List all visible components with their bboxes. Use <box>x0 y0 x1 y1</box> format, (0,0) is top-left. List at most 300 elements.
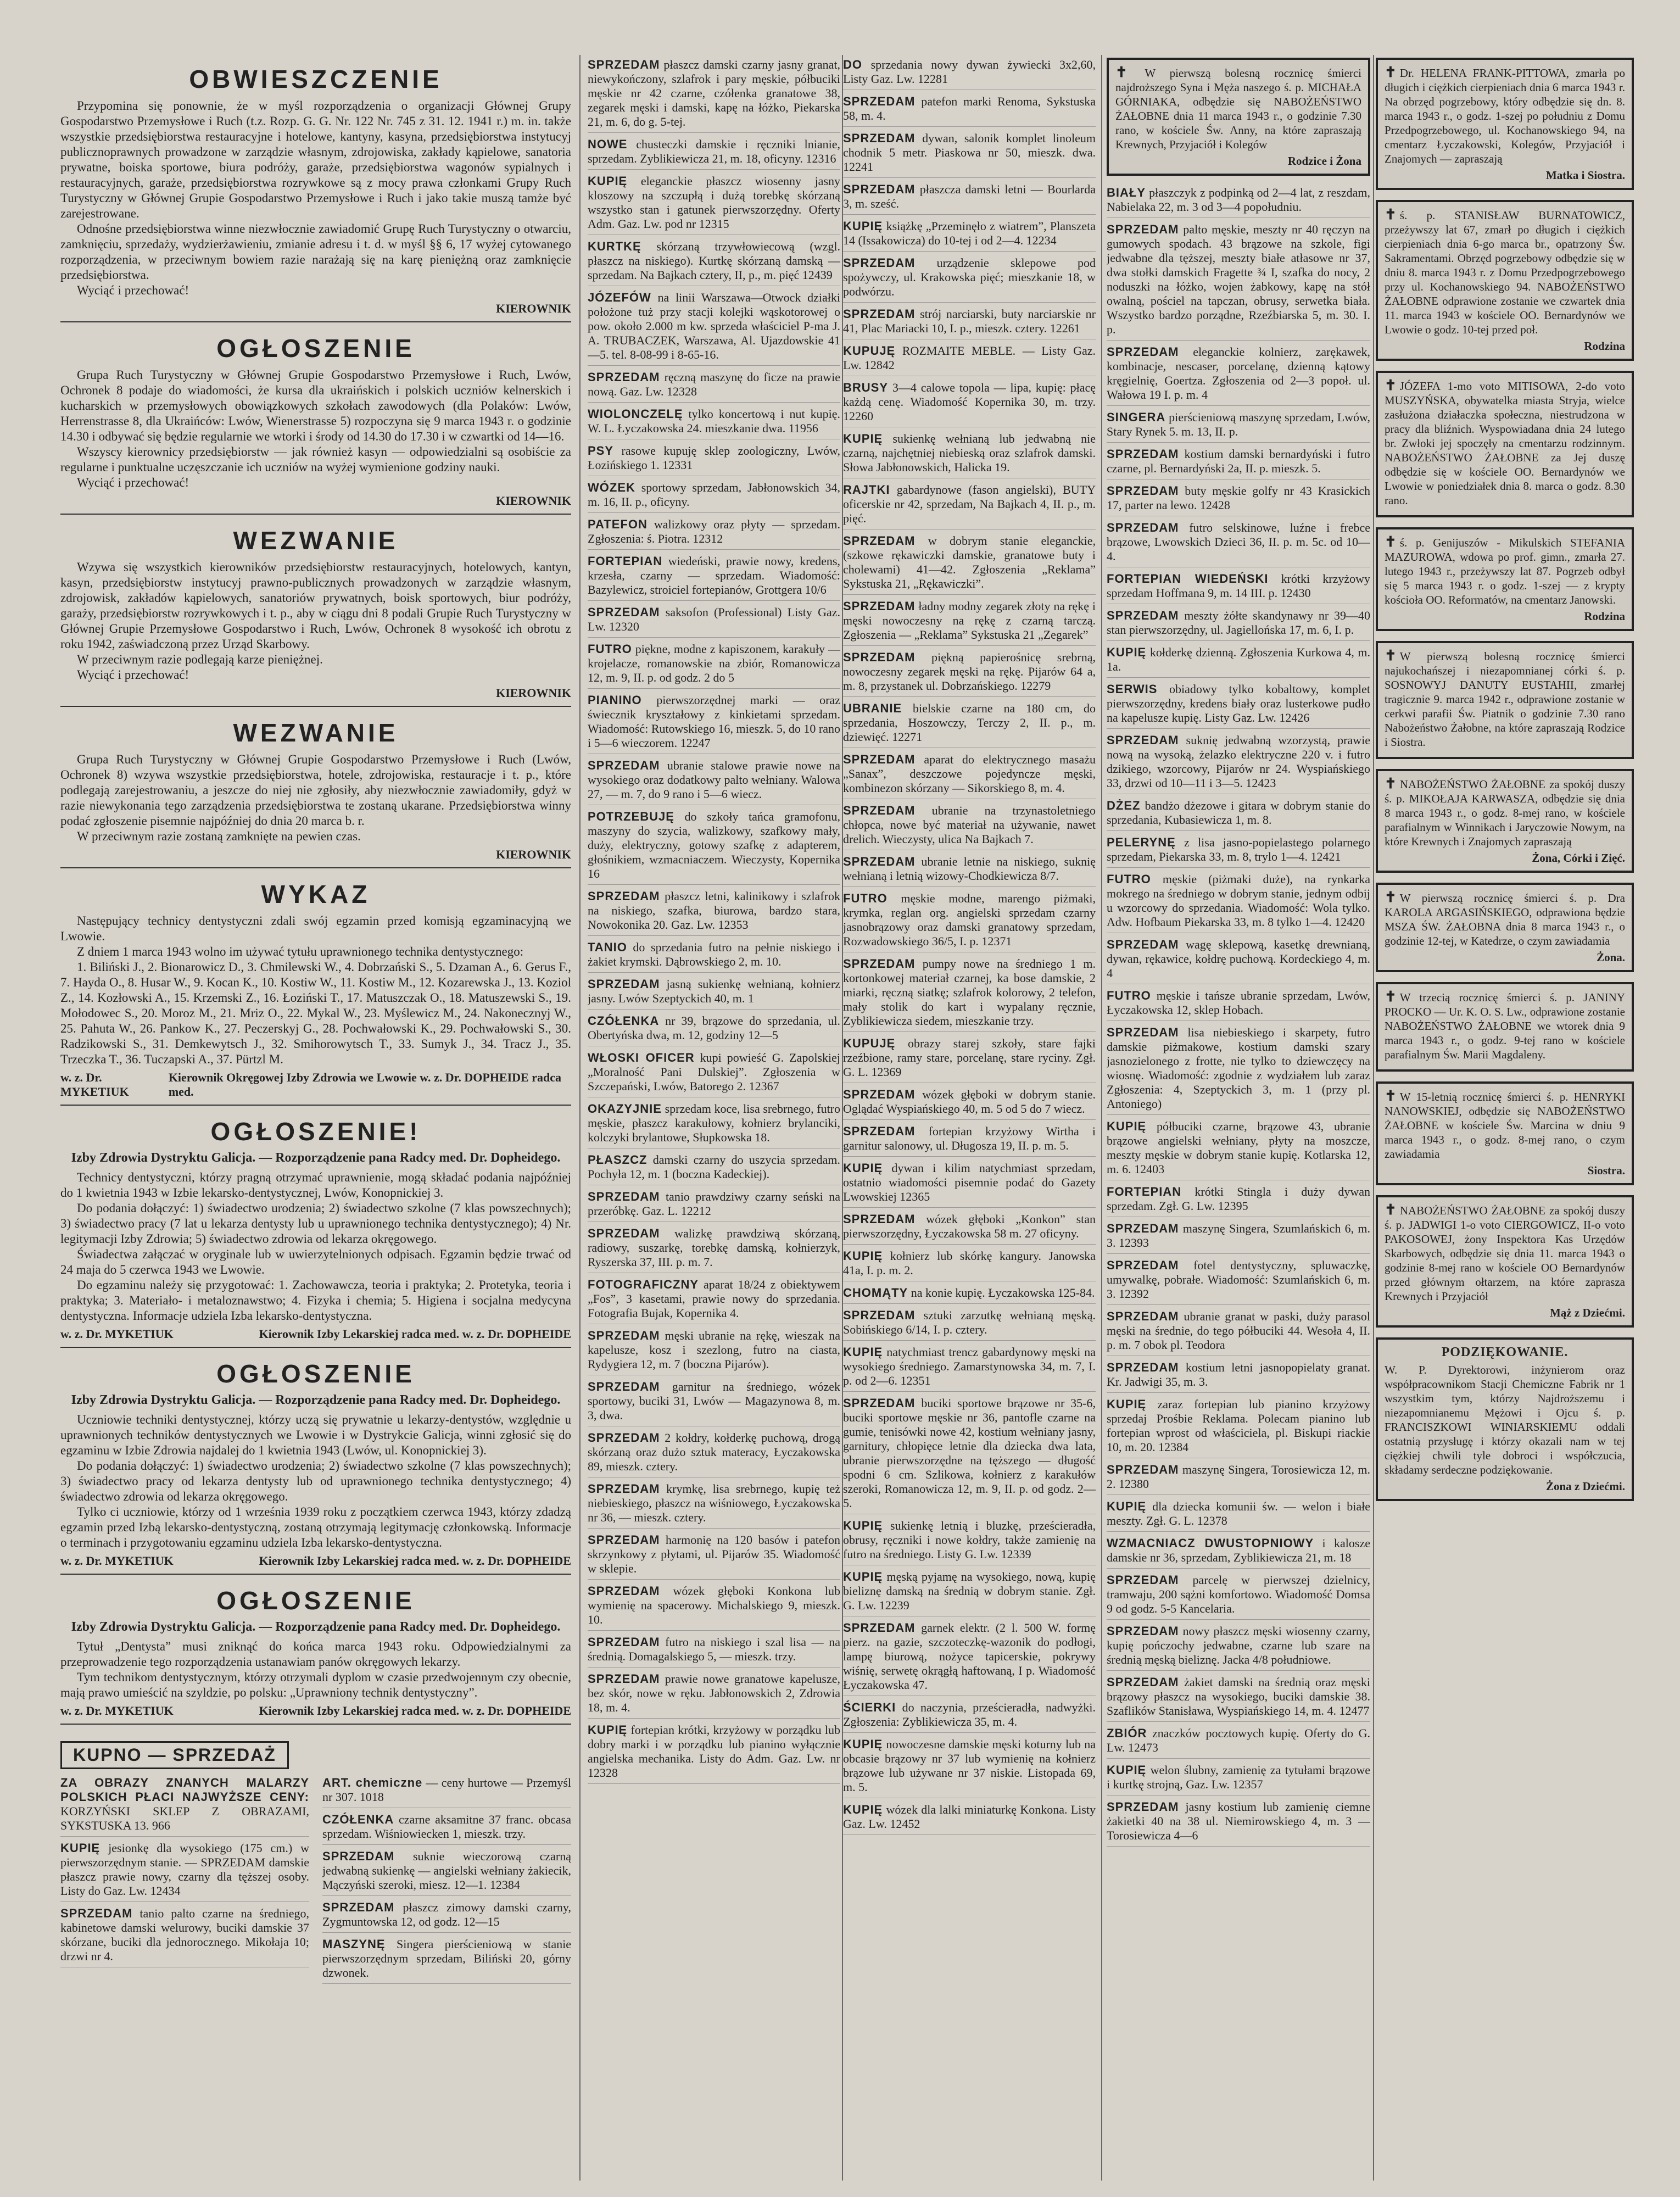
cross-icon: ✝ <box>1385 776 1397 791</box>
notice-title: OBWIESZCZENIE <box>189 65 443 93</box>
classifieds-left <box>60 1776 309 1988</box>
ad-lead: SPRZEDAM <box>843 804 916 817</box>
obituary-text: W trzecią rocznicę śmierci ś. p. JANINY PROCKO — Ur. K. O. S. Lw., odprawione zostanie NABOŻEŃSTWO ŻAŁOBNE we wtorek dnia 9 marca 1943 r., o godz. 9-tej rano w kościele parafialnym Św. Marii Magdaleny. <box>1385 991 1625 1061</box>
ad-text: futro na niskiego i szal lisa — na średnią. Domagalskiego 5, — mieszk. trzy. <box>588 1635 840 1663</box>
classified-ad <box>1107 609 1370 641</box>
classified-ad <box>1107 447 1370 479</box>
classified-ad <box>843 891 1096 952</box>
ad-lead: RAJTKI <box>843 483 890 497</box>
classified-ad <box>1107 1499 1370 1532</box>
ad-text: buciki sportowe brązowe nr 35-6, buciki sportowe męskie nr 36, pantofle czarne na gumie, tenisówki nowe 42, kostium wełniany jasny, garnitury, chłopięce letnie dla dziecka dwa lata, ubranie pierwszorzędne na tęższego — długość spodni 6 cm. Szlikowa, kołnierz z karakułów szeroki, Romanowicza 12, m. 9, II. p. od godz. 2—5. <box>843 1396 1096 1510</box>
classified-ad <box>588 370 840 403</box>
ad-text: sukienkę wełnianą lub jedwabną nie czarną, najchętniej niebieską oraz szlafrok damski. Słowa Jabłonowskich, Halicka 19. <box>843 432 1096 474</box>
ad-lead: ŚCIERKI <box>843 1700 896 1714</box>
classified-ad <box>843 1212 1096 1245</box>
ad-text: płaszcz damski czarny jasny granat, niewykończony, szlafrok i pary męskie, półbuciki męskie nr 42 czarne, czółenka granatowe 38, zegarek męski i damski, kapę na łóżko, Piekarska 21, m. 6, do g. 5-tej. <box>588 58 840 129</box>
cross-icon: ✝ <box>1385 64 1397 80</box>
classified-ad <box>588 1482 840 1529</box>
classified-ad <box>843 1088 1096 1120</box>
ad-lead: SPRZEDAM <box>843 1308 916 1322</box>
classified-ad <box>322 1937 571 1984</box>
ad-text: walizkę prawdziwą skórzaną, radiowy, suszarkę, torebkę damską, kołnierzyk, Ryszerska 37, III. p. m. 7. <box>588 1226 840 1269</box>
ad-text: kołnierz lub skórkę kangury. Janowska 41a, I. p. m. 2. <box>843 1249 1096 1277</box>
classified-ad <box>1107 572 1370 604</box>
ad-text: ubranie granat w paski, duży parasol męski na średnie, do tego półbuciki 44. Wesoła 4, II. p. m. 7 obok pl. Teodora <box>1107 1309 1370 1352</box>
ad-lead: SPRZEDAM <box>322 1849 395 1863</box>
ad-lead: SPRZEDAM <box>588 1635 660 1649</box>
ad-lead: SPRZEDAM <box>588 759 660 772</box>
obituary-box <box>1107 58 1370 176</box>
classified-ad <box>1107 1119 1370 1180</box>
ad-lead: SPRZEDAM <box>588 1431 660 1445</box>
ad-lead: KUPIĘ <box>1107 1763 1147 1777</box>
ad-text: do szkoły tańca gramofonu, maszyny do szycia, walizkowy, szafkowy mały, duży, elektryczny, gotowy szafkę z adapterem, głośnikiem, wzmacniaczem. Wieczysty, Kopernika 16 <box>588 810 840 880</box>
classified-ad <box>322 1900 571 1933</box>
ad-lead: SPRZEDAM <box>588 1226 660 1240</box>
ad-text: sprzedam koce, lisa srebrnego, futro męskie, płaszcz karakułowy, kołnierz brylanciki, kolczyki brylantowe, Słupkowska 18. <box>588 1102 840 1144</box>
ad-text: fotel dentystyczny, spluwaczkę, umywalkę, pobrałe. Wiadomość: Szumlańskich 6, m. 3. 12392 <box>1107 1258 1370 1301</box>
ad-text: tylko koncertową i nut kupię. W. L. Łyczakowska 24. mieszkanie dwa. 11956 <box>588 407 840 435</box>
thanks-text: W. P. Dyrektorowi, inżynierom oraz współpracownikom Stacji Chemiczne Fabrik nr 1 wszystkim tym, którzy Najdroższemu i niezapomnianemu Mężowi i Ojcu ś. p. FRANCISZKOWI WINIARSKIEMU oddali ostatnią przysługę i którzy okazali nam w tej ciężkiej chwili tyle dobroci i współczucia, składamy serdeczne podziękowanie. <box>1385 1363 1625 1476</box>
ad-text: suknie wieczorową czarną jedwabną sukienkę — angielski wełniany żakiecik, Mączyński szeroki, miesz. 12—1. 12384 <box>322 1849 571 1892</box>
classified-ad <box>1107 1675 1370 1722</box>
column-rule <box>1373 55 1374 2181</box>
ad-lead: SPRZEDAM <box>1107 938 1179 951</box>
classified-ad <box>843 58 1096 90</box>
notice-paragraph: Grupa Ruch Turystyczny w Głównej Grupie Gospodarstwo Przemysłowe i Ruch (Lwów, Ochronek 8) wzywa wszystkie przedsiębiorstwa, hotele, zdrojowiska, restauracje i t. p., które podlegają zarejestrowaniu, a jeszcze do niej nie zgłosiły, aby niezwłocznie zawiadomiły, gdyż w razie niewykonania tego zarządzenia przedsiębiorstwa te zostaną ukarane. Przedsiębiorstwa winny podać zgłoszenie pisemnie najpóźniej do dnia 20 marca b. r. <box>60 752 571 828</box>
ad-text: na konie kupię. Łyczakowska 125-84. <box>911 1286 1095 1300</box>
notice-sign-right: KIEROWNIK <box>496 847 571 861</box>
ad-lead: SPRZEDAM <box>843 1621 916 1635</box>
ad-text: kupi powieść G. Zapolskiej „Moralność Pani Dulskiej”. Zgłoszenia w Szczepański, Lwów, Batorego 2. 12367 <box>588 1051 840 1093</box>
classified-ad <box>1107 1800 1370 1847</box>
ad-text: do naczynia, prześcieradła, nadwyżki. Zgłoszenia: Zyblikiewicza 35, m. 4. <box>843 1700 1096 1728</box>
ad-lead: KUPIĘ <box>60 1841 101 1855</box>
ad-text: męskie modne, marengo piżmaki, krymka, reglan org. angielski sprzedam czarny jasnobrązowy oraz damski granatowy sprzedam, Rozwadowskiego 36/5, I. p. 12371 <box>843 891 1096 948</box>
classified-ad <box>843 307 1096 339</box>
classified-ad <box>843 804 1096 850</box>
obituary-text: W 15-letnią rocznicę śmierci ś. p. HENRYKI NANOWSKIEJ, odbędzie się NABOŻEŃSTWO ŻAŁOBNE w kościele Św. Marcina w dniu 9 marca 1943 r., o godz. 8-mej rano, o czym zawiadamia <box>1385 1090 1625 1161</box>
notice-sign-left: w. z. Dr. MYKETIUK <box>60 1704 174 1718</box>
cross-icon: ✝ <box>1385 889 1397 905</box>
ad-lead: NOWE <box>588 137 628 151</box>
ad-text: książkę „Przeminęło z wiatrem”, Planszeta 14 (Issakowicza) do 10-tej i od 2—4. 12234 <box>843 219 1096 247</box>
notice-paragraph: Następujący technicy dentystyczni zdali swój egzamin przed komisją egzaminacyjną we Lwowie. <box>60 914 571 943</box>
ad-lead: SPRZEDAM <box>1107 484 1179 498</box>
classified-ad <box>588 1190 840 1222</box>
ad-lead: WZMACNIACZ DWUSTOPNIOWY <box>1107 1536 1314 1550</box>
ad-text: saksofon (Professional) Listy Gaz. Lw. 12320 <box>588 605 840 633</box>
ad-lead: KUPIĘ <box>843 1161 883 1175</box>
ad-text: dywan i kilim natychmiast sprzedam, ostatnio wiadomości pisemnie podać do Gazety Lwowskiej 12365 <box>843 1161 1096 1203</box>
ad-text: ubranie na trzynastoletniego chłopca, nowe być materiał na używanie, nawet drelich. Wieczysty, ulica Na Bajkach 7. <box>843 804 1096 846</box>
ad-lead: ART. chemiczne <box>322 1776 423 1789</box>
notice-title: WEZWANIE <box>233 526 399 555</box>
ad-text: ubranie letnie na niskiego, suknię wełnianą i letnią wizowy-Chodkiewicza 8/7. <box>843 855 1096 883</box>
classified-ad <box>588 940 840 973</box>
ad-text: męską pyjamę na wysokiego, nową, kupię bieliznę damską na średnią w dobrym stanie. Zgł. G. Lw. 12239 <box>843 1570 1096 1612</box>
ad-text: krymkę, lisa srebrnego, kupię też niebieskiego, płaszcz na wiśniowego, Łyczakowska nr 36, — mieszk. cztery. <box>588 1482 840 1524</box>
ad-lead: PŁASZCZ <box>588 1153 648 1167</box>
ad-lead: SPRZEDAM <box>1107 1222 1179 1235</box>
ad-lead: KUPUJĘ <box>843 344 896 358</box>
ad-lead: SPRZEDAM <box>322 1900 395 1914</box>
classified-ad <box>1107 1309 1370 1356</box>
ad-text: harmonię na 120 basów i patefon skrzynkowy z płytami, ul. Pijarów 35. Wiadomość w sklepie. <box>588 1533 840 1575</box>
ad-lead: KUPIĘ <box>843 1249 883 1263</box>
ad-text: sztuki zarzutkę wełnianą męską. Sobińskiego 6/14, I. p. cztery. <box>843 1308 1096 1336</box>
classified-ad <box>588 1051 840 1097</box>
notice-paragraph: Do egzaminu należy się przygotować: 1. Zachowawcza, teoria i praktyka; 2. Protetyka, teoria i praktyka; 3. Materiało- i metaloznawstwo; 4. Fizyka i chemia; 5. Higiena i socjalna medycyna dentystyczna. Informacje udziela Izba lekarsko-dentystyczna. <box>60 1278 571 1323</box>
obituary-text: NABOŻEŃSTWO ŻAŁOBNE za spokój duszy ś. p. MIKOŁAJA KARWASZA, odbędzie się dnia 8 marca 1943 r., o godz. 8-mej rano, w kościele parafialnym w Winnikach i Jaryczowie Nowym, na które Krewnych i Znajomych zapraszają <box>1385 778 1625 848</box>
obituary-box <box>1376 982 1634 1072</box>
classified-ad <box>588 444 840 476</box>
classified-ad <box>1107 1763 1370 1795</box>
ad-text: czarne aksamitne 37 franc. obcasa sprzedam. Wiśniowiecken 1, mieszk. trzy. <box>322 1813 571 1841</box>
classified-ad <box>1107 645 1370 678</box>
ad-text: bielskie czarne na 180 cm, do sprzedania, Hoszowczy, Terczy 2, II. p., m. dziewięć. 12271 <box>843 701 1096 744</box>
ad-lead: DŻEZ <box>1107 799 1141 812</box>
classified-ad <box>1107 799 1370 831</box>
obituary-box <box>1376 1081 1634 1185</box>
column-rule <box>579 55 581 2181</box>
ad-lead: ZA OBRAZY ZNANYCH MALARZY POLSKICH PŁACI NAJWYŻSZE CENY: <box>60 1776 309 1804</box>
ad-lead: PELERYNĘ <box>1107 835 1176 849</box>
ad-text: jasny kostium lub zamienię ciemne żakietki 40 na 38 ul. Niemirowskiego 4, m. 3 — Torosiewicza 4—6 <box>1107 1800 1370 1842</box>
ad-text: męskie i tańsze ubranie sprzedam, Lwów, Łyczakowska 12, sklep Hobach. <box>1107 989 1370 1017</box>
ad-text: welon ślubny, zamienię za tytułami brązowe i kurtkę strojną, Gaz. Lw. 12357 <box>1107 1763 1370 1791</box>
cross-icon: ✝ <box>1385 377 1397 393</box>
ad-text: krótki Stingla i duży dywan sprzedam. Zgł. G. Lw. 12395 <box>1107 1185 1370 1213</box>
ad-text: wagę sklepową, kasetkę drewnianą, dywan, rękawice, kołdrę puchową. Kordeckiego 4, m. 4 <box>1107 938 1370 980</box>
notice-divider <box>60 321 571 322</box>
notice-title: OGŁOSZENIE <box>216 1359 415 1388</box>
notice-divider <box>60 867 571 868</box>
classified-ad <box>588 1431 840 1477</box>
thanks-box <box>1376 1337 1634 1501</box>
classified-ad <box>588 481 840 513</box>
classified-ad <box>1107 989 1370 1021</box>
ad-lead: FORTEPIAN <box>588 554 663 568</box>
ad-lead: SPRZEDAM <box>1107 1675 1179 1689</box>
ad-text: w dobrym stanie eleganckie, (szkowe rękawiczki damskie, granatowe buty i cholewami) 41—42. Zgłoszenia „Reklama” Sykstuska 21, „Rękawiczki”. <box>843 534 1096 590</box>
classified-ad <box>1107 521 1370 567</box>
notice-paragraph: Technicy dentystyczni, którzy pragną otrzymać uprawnienie, mogą składać podania najpóźniej do 1 kwietnia 1943 w Izbie lekarsko-dentystycznej, Lwów, Konopnickiej 3. <box>60 1170 571 1200</box>
ad-text: płaszcza damski letni — Bourlarda 3, m. sześć. <box>843 182 1096 210</box>
ad-text: zaraz fortepian lub pianino krzyżowy sprzedaj Prośbie Reklama. Polecam pianino lub fortepian wprost od właściciela, pl. Biskupi riackie 10, m. 20. 12384 <box>1107 1397 1370 1454</box>
ad-lead: SPRZEDAM <box>1107 1309 1179 1323</box>
ad-lead: FOTOGRAFICZNY <box>588 1278 699 1291</box>
classified-ad <box>1107 1536 1370 1569</box>
ad-lead: SPRZEDAM <box>843 957 916 971</box>
ad-text: kostium letni jasnopopielaty granat. Kr. Jadwigi 35, m. 3. <box>1107 1360 1370 1389</box>
ad-text: jesionkę dla wysokiego (175 cm.) w pierwszorzędnym stanie. — SPRZEDAM damskie płaszcz prawie nowy, czarny dla tęższej osoby. Listy do Gaz. Lw. 12434 <box>60 1841 310 1898</box>
ad-text: krótki krzyżowy sprzedam Hoffmana 9, m. 14 III. p. 12430 <box>1107 572 1370 600</box>
obituary-signature: Matka i Siostra. <box>1545 169 1625 182</box>
thanks-signature: Żona z Dziećmi. <box>1545 1480 1625 1493</box>
classified-ad <box>588 291 840 366</box>
notice-paragraph: Uczniowie techniki dentystycznej, którzy uczą się prywatnie u lekarzy-dentystów, względnie u uprawnionych techników dentystycznych we Lwowie i w Dystrykcie Galicja, winni zgłosić się do egzaminu w Izbie Zdrowia najdalej do 1 kwietnia 1943 (Lwów, ul. Konopnickiej 3). <box>60 1413 571 1457</box>
ad-lead: SPRZEDAM <box>588 1380 660 1393</box>
ad-text: nowoczesne damskie męski koturny lub na obcasie brązowy nr 37 lub wymienię na kołnierz brązowe lub używane nr 37 niskie. Listopada 69, m. 5. <box>843 1737 1096 1794</box>
ad-lead: WIOLONCZELĘ <box>588 407 683 421</box>
ad-lead: SPRZEDAM <box>843 182 916 196</box>
ad-lead: FUTRO <box>588 642 632 656</box>
ad-text: garnek elektr. (2 l. 500 W. formę pierz. na gazie, szczoteczkę-wazonik do podłogi, lampę biurową, nożyce tapicerskie, pokrywy wiśnię, serwetę okrągłą haftowaną, I p. Wiadomość Łyczakowska 47. <box>843 1621 1096 1692</box>
ad-lead: SPRZEDAM <box>1107 1025 1179 1039</box>
classified-ad <box>588 407 840 439</box>
ad-lead: FUTRO <box>1107 989 1151 1002</box>
ad-lead: WÓZEK <box>588 481 635 494</box>
classified-ad <box>588 977 840 1010</box>
ad-lead: KUPIĘ <box>588 174 628 188</box>
notice-sign-left: w. z. Dr. MYKETIUK <box>60 1070 129 1098</box>
ad-lead: ZBIÓR <box>1107 1726 1147 1740</box>
classified-ad <box>1107 484 1370 516</box>
ad-lead: KUPIĘ <box>843 1803 883 1816</box>
obituaries-column <box>1376 58 1634 2175</box>
ad-text: wózek dla lalki miniaturkę Konkona. Listy Gaz. Lw. 12452 <box>843 1803 1096 1831</box>
notice-paragraph: Do podania dołączyć: 1) świadectwo urodzenia; 2) świadectwo szkolne (7 klas powszechnych); 3) świadectwo pracy od lekarza dentysty lub od uprawnionego technika dentystycznego; 4) świadectwo zdrowia od lekarza okręgowego. <box>60 1459 571 1503</box>
ad-text: dywan, salonik komplet linoleum chodnik 5 metr. Piaskowa nr 50, mieszk. dwa. 12241 <box>843 131 1096 174</box>
classified-ad <box>1107 186 1370 218</box>
classified-ad <box>1107 1185 1370 1217</box>
notice-paragraph: Wszyscy kierownicy przedsiębiorstw — jak również kasyn — odpowiedzialni są osobiście za regularne i punktualne uczęszczanie ich uczniów na wyżej wymienione godziny nauki. <box>60 445 571 474</box>
ad-lead: SPRZEDAM <box>588 605 660 619</box>
ad-lead: SPRZEDAM <box>588 58 660 71</box>
notice-paragraph: Do podania dołączyć: 1) świadectwo urodzenia; 2) świadectwo szkolne (7 klas powszechnych); 3) świadectwo pracy (7 lat u lekarza dentysty lub u uprawnionego technika dentystycznego); 4) Nr. legitymacji Izby Zdrowia; 5) świadectwo zdrowia od lekarza okręgowego. <box>60 1201 571 1246</box>
notice-paragraph: Grupa Ruch Turystyczny w Głównej Grupie Gospodarstwo Przemysłowe i Ruch, Lwów, Ochronek 8 podaje do wiadomości, że kursa dla ukraińskich i polskich uczniów kelnerskich i kucharskich w przemysłowych obowiązkowych szkołach zawodowych (dla Polaków: Lwów, Herrenstrasse 8, dla Ukraińców: Lwów, Wienerstrasse 5) rozpoczyna się 9 marca 1943 r. o godzinie 14.30 i odbywać się będzie regularnie we wtorki i środy od 14.30 do 17.30 i w czwartki od 14—16. <box>60 368 571 443</box>
ad-text: ROZMAITE MEBLE. — Listy Gaz. Lw. 12842 <box>843 344 1096 372</box>
ad-lead: FORTEPIAN <box>1107 1185 1182 1198</box>
notice-sign-right: Kierownik Izby Lekarskiej radca med. w. z. Dr. DOPHEIDE <box>259 1327 571 1341</box>
classified-ad <box>322 1776 571 1808</box>
ad-lead: PIANINO <box>588 693 642 707</box>
notice-block <box>60 879 571 1106</box>
classified-ad <box>843 534 1096 595</box>
notice-signature-row <box>60 1704 571 1718</box>
classified-ad <box>843 344 1096 376</box>
column-rule <box>1101 55 1102 2181</box>
classified-ad <box>588 1723 840 1784</box>
ad-lead: SPRZEDAM <box>843 94 916 108</box>
obituary-text: JÓZEFA 1-mo voto MITISOWA, 2-do voto MUSZYŃSKA, obywatelka miasta Stryja, wielce zasłużona działaczka społeczna, niestrudzona w pracy dla bliźnich. Wyspowiadana dnia 24 lutego br. Zwłoki jej spoczęły na cmentarzu rodzinnym. NABOŻEŃSTWO ŻAŁOBNE za Jej duszę odbędzie się w kościele OO. Bernardynów we Lwowie w poniedziałek dnia 8. marca o godz. 8.30 rano. <box>1385 380 1625 507</box>
ad-text: płaszcz zimowy damski czarny, Zygmuntowska 12, od godz. 12—15 <box>322 1900 571 1928</box>
ad-lead: PATEFON <box>588 517 648 531</box>
ad-lead: TANIO <box>588 940 627 954</box>
ad-text: obiadowy tylko kobaltowy, komplet pierwszorzędny, kredens biały oraz lusterkowe pudło na kapelusze kupię. Listy Gaz. Lw. 12426 <box>1107 682 1370 724</box>
obituary-text: ś. p. Genijuszów - Mikulskich STEFANIA MAZUROWA, wdowa po prof. gimn., zmarła 27. lutego 1943 r., przeżywszy lat 87. Pogrzeb odbył się 5 marca 1943 r. o godz. 1-szej — z krypty kościoła OO. Reformatów, na cmentarz Janowski. <box>1385 536 1625 606</box>
classified-ad <box>843 94 1096 127</box>
ad-lead: SPRZEDAM <box>1107 345 1179 359</box>
ad-lead: SPRZEDAM <box>843 599 916 613</box>
ad-text: fortepian krzyżowy Wirtha i garnitur salonowy, ul. Długosza 19, II. p. m. 5. <box>843 1124 1096 1152</box>
notice-paragraph: Wyciąć i przechować! <box>77 283 189 297</box>
classified-ad <box>843 855 1096 887</box>
ad-text: na linii Warszawa—Otwock działki położone tuż przy stacji kolejki wąskotorowej o pow. około 2.000 m kw. sprzeda właściciel P-ma J. A. TRUBACZEK, Warszawa, Al. Ujazdowskie 41—5. tel. 8-08-99 i 8-65-16. <box>588 291 840 361</box>
classified-ad <box>843 1621 1096 1696</box>
obituary-box <box>1376 769 1634 873</box>
ad-lead: FORTEPIAN WIEDEŃSKI <box>1107 572 1269 586</box>
ad-lead: SPRZEDAM <box>843 307 916 321</box>
classified-ad <box>843 483 1096 529</box>
ad-text: KORZYŃSKI SKLEP Z OBRAZAMI, SYKSTUSKA 13. 966 <box>60 1804 309 1832</box>
classified-ad <box>843 957 1096 1032</box>
classified-ad <box>843 1308 1096 1341</box>
ad-lead: KUPIĘ <box>1107 1397 1147 1411</box>
obituary-text: Dr. HELENA FRANK-PITTOWA, zmarła po długich i ciężkich cierpieniach dnia 6 marca 1943 r. Na obrzęd pogrzebowy, który odbędzie się dn. 8. marca 1943 r., o godz. 1-szej po południu z Domu Przedpogrzebowego, ul. Kochanowskiego 94, na cmentarz Łyczakowski, Kolegów, Przyjaciół i Znajomych — zapraszają <box>1385 66 1625 165</box>
classified-ad <box>843 219 1096 252</box>
ad-text: żakiet damski na średnią oraz męski brązowy płaszcz na wysokiego, buciki damskie 38. Szaflików Stanisława, Wyspiańskiego 14, m. 4. 12477 <box>1107 1675 1370 1718</box>
ad-text: suknię jedwabną wzorzystą, prawie nową na wysoką, żelazko elektryczne 220 v. i futro dzikiego, wzorcowy, Pijarów nr 24. Wyspiańskiego 33, drzwi od 10—11 i 3—5. 12423 <box>1107 733 1370 790</box>
ad-text: — ceny hurtowe — Przemyśl nr 307. 1018 <box>322 1776 571 1804</box>
ad-lead: KUPIĘ <box>1107 645 1147 659</box>
notice-paragraph: Tytuł „Dentysta” musi zniknąć do końca marca 1943 roku. Odpowiedzialnymi za przeprowadzenie tego rozporządzenia ustanawiam panów okręgowych lekarzy. <box>60 1640 571 1669</box>
ad-text: lisa niebieskiego i skarpety, futro damskie piżmakowe, kostium damski szary jasnozielonego z frotte, nie tylko to dziewczęcy na wiosnę. Wiadomość: zgodnie z wydziałem lub zaraz Zgłoszenia: 4, Szeptyckich 3, m. 1 (przy pl. Antoniego) <box>1107 1025 1370 1111</box>
notice-signature-row <box>60 847 571 862</box>
ad-lead: KUPIĘ <box>843 219 883 233</box>
ad-lead: SPRZEDAM <box>843 131 916 145</box>
classified-ad <box>588 1102 840 1148</box>
classified-ad <box>843 650 1096 697</box>
ad-text: eleganckie płaszcz wiosenny jasny kloszowy na szczupłą i dużą torebkę skórzaną wszystko stan i gatunek pierwszorzędny. Oferty Adm. Gaz. Lw. pod nr 12315 <box>588 174 840 231</box>
classified-ad <box>1107 872 1370 933</box>
ad-text: maszynę Singera, Torosiewicza 12, m. 2. 12380 <box>1107 1463 1370 1491</box>
classified-ad <box>843 131 1096 178</box>
ad-text: sprzedania nowy dywan żywiecki 3x2,60, Listy Gaz. Lw. 12281 <box>843 58 1096 86</box>
ad-text: półbuciki czarne, brązowe 43, ubranie brązowe angielski wełniany, płyty na moszcze, meszty męskie w dobrym stanie kupię. Kotlarska 12, m. 6. 12403 <box>1107 1119 1370 1176</box>
classified-ad <box>843 1161 1096 1208</box>
ad-text: prawie nowe granatowe kapelusze, bez skór, nowe w ręku. Jabłonowskich 2, Zdrowia 18, m. 4. <box>588 1672 840 1714</box>
obituary-signature: Rodzice i Żona <box>1287 154 1361 168</box>
ad-text: pumpy nowe na średniego 1 m. kortonkowej materiał czarnej, ka bose damskie, 2 miarki, ręczną siatkę; szlafrok kolorowy, 2 telefon, mały stolik do kart i wypalany ręcznie, Zyblikiewicza siedem, mieszkanie trzy. <box>843 957 1096 1028</box>
notice-sign-left: w. z. Dr. MYKETIUK <box>60 1327 174 1341</box>
ad-text: kołderkę dzienną. Zgłoszenia Kurkowa 4, m. 1a. <box>1107 645 1370 673</box>
notice-paragraph: Wyciąć i przechować! <box>77 476 189 489</box>
ad-text: chusteczki damskie i ręczniki lnianie, sprzedam. Zyblikiewicza 21, m. 18, oficyny. 12316 <box>588 137 840 165</box>
notice-paragraph: Przypomina się ponownie, że w myśl rozporządzenia o organizacji Głównej Grupy Gospodarstwo Przemysłowe i Ruch (t.z. Rozp. G. G. Nr. 122 Nr. 745 z 31. 12. 1941 r.) m. in. także wszystkie przedsiębiorstwa restauracyjne i hotelowe, kantyny, kasyna, przedsiębiorstwa instytucyj publicznoprawnych prowadzone w zarządzie własnym, zdrojowiska, zakłady kąpielowe, sanatoria prywatne, boiska sportowe, biura podróży, garaże, przedsiębiorstwa wagonów sypialnych i restauracyjnych, garaże, przedsiębiorstwa rozrywkowe są z mocy prawa członkami Grupy Ruch Turystyczny w Głównej Grupie Gospodarstwo Przemysłowe i Ruch i jako takie muszą tamże być zarejestrowane. <box>60 99 571 220</box>
ad-text: płaszcz letni, kalinikowy i szlafrok na niskiego, szafka, biurowa, bardzo stara, Nowokonika 20. Gaz. Lw. 12353 <box>588 889 840 932</box>
ad-lead: CZÓŁENKA <box>322 1813 394 1826</box>
classified-ad <box>1107 1726 1370 1759</box>
ad-text: eleganckie kolnierz, zarękawek, kombinacje, nescaser, porcelanę, dzienną kątowy kręgielnię, Goertza. Zgłoszenia od 2—3 popoł. ul. Wałowa 19 I. p. m. 4 <box>1107 345 1370 402</box>
classified-ad <box>60 1776 309 1837</box>
ad-text: pierścieniową maszynę sprzedam, Lwów, Stary Rynek 5. m. 13, II. p. <box>1107 410 1370 438</box>
classified-ad <box>588 1380 840 1426</box>
ad-lead: SPRZEDAM <box>843 1124 916 1138</box>
notice-signature-row <box>60 1554 571 1568</box>
cross-icon: ✝ <box>1385 207 1397 222</box>
classified-ad <box>843 1803 1096 1835</box>
classified-ad <box>588 554 840 601</box>
notice-block <box>60 1586 571 1725</box>
classified-ad <box>843 1737 1096 1798</box>
classified-ad <box>843 1036 1096 1083</box>
obituary-text: ś. p. STANISŁAW BURNATOWICZ, przeżywszy lat 67, zmarł po długich i ciężkich cierpieniach dnia 6-go marca br., opatrzony Św. Sakramentami. Obrzęd pogrzebowy odbędzie się w dniu 8. marca 1943 r. z Domu Przedpogrzebowego przy ul. Kochanowskiego 94. NABOŻEŃSTWO ŻAŁOBNE odprawione zostanie we czwartek dnia 11. marca 1943 w kościele OO. Bernardynów we Lwowie o godz. 10-tej przed poł. <box>1385 209 1625 336</box>
ad-lead: SPRZEDAM <box>1107 1573 1179 1587</box>
obituary-box <box>1376 527 1634 631</box>
ad-lead: PSY <box>588 444 614 458</box>
ad-lead: POTRZEBUJĘ <box>588 810 674 823</box>
ad-lead: SPRZEDAM <box>1107 447 1179 461</box>
ad-text: rasowe kupuję sklep zoologiczny, Lwów, Łozińskiego 1. 12331 <box>588 444 840 472</box>
notice-title: OGŁOSZENIE <box>216 1586 415 1615</box>
ad-text: sukienkę letnią i bluzkę, prześcieradła, obrusy, ręczniki i nowe kołdry, także zamienię na futro na średniego. Listy G. Lw. 12339 <box>843 1519 1096 1561</box>
ad-text: 3—4 calowe topola — lipa, kupię: płacę każdą cenę. Wiadomość Kopernika 30, m. trzy. 12260 <box>843 381 1096 423</box>
ad-lead: SPRZEDAM <box>588 1672 660 1686</box>
ad-lead: BIAŁY <box>1107 186 1146 199</box>
classified-ad <box>588 1584 840 1631</box>
notice-block <box>60 64 571 322</box>
ad-text: aparat do elektrycznego masażu „Sanax”, deszczowe pojedyncze męski, kombinezon skórzany — Sikorskiego 8, m. 4. <box>843 752 1096 795</box>
ad-text: natychmiast trencz gabardynowy męski na wysokiego średniego. Zamarstynowska 34, m. 7, I. p. od 2—6. 12351 <box>843 1345 1096 1387</box>
classified-ad <box>322 1813 571 1845</box>
classified-ad <box>588 693 840 754</box>
ad-text: do sprzedania futro na pełnie niskiego i żakiet krymski. Dąbrowskiego 2, m. 10. <box>588 940 840 968</box>
ad-text: urządzenie sklepowe pod spożywczy, ul. Krakowska pięć; mieszkanie 18, w podwórzu. <box>843 256 1096 298</box>
ad-text: płaszczyk z podpinką od 2—4 lat, z reszdam, Nabielaka 22, m. 3 od 3—4 popołudniu. <box>1107 186 1370 214</box>
ad-lead: SPRZEDAM <box>1107 733 1179 747</box>
ad-text: 2 kołdry, kołderkę puchową, drogą skórzaną oraz dużo sztuk materacy, Łyczakowska 89, mieszk. cztery. <box>588 1431 840 1473</box>
ad-lead: SPRZEDAM <box>588 977 660 991</box>
classifieds-column-4 <box>1107 58 1370 2175</box>
ad-text: dla dziecka komunii św. — welon i białe meszty. Zgł. G. L. 12378 <box>1107 1499 1370 1527</box>
ad-lead: SPRZEDAM <box>588 1329 660 1342</box>
classified-ad <box>843 1124 1096 1157</box>
ad-text: meszty żółte skandynawy nr 39—40 stan pierwszorzędny, ul. Jagiellońska 17, m. 6, I. p. <box>1107 609 1370 637</box>
ad-text: z lisa jasno-popielastego polarnego sprzedam, Piekarska 33, m. 8, trylo 1—4. 12421 <box>1107 835 1370 863</box>
ad-text: jasną sukienkę wełnianą, kołnierz jasny. Lwów Szeptyckich 40, m. 1 <box>588 977 840 1005</box>
ad-text: Singera pierścieniową w stanie pierwszorzędnym sprzedam, Biliński 20, górny dzwonek. <box>322 1937 571 1979</box>
ad-lead: SPRZEDAM <box>843 1212 916 1226</box>
ad-lead: SPRZEDAM <box>588 370 660 384</box>
classified-ad <box>588 239 840 286</box>
ad-text: aparat 18/24 z obiektywem „Fos”, 3 kasetami, prawie nowy do sprzedania. Fotografia Bujak, Kopernika 4. <box>588 1278 840 1320</box>
notice-paragraph: Odnośne przedsiębiorstwa winne niezwłocznie zawiadomić Grupę Ruch Turystyczny o otwarciu, zamknięciu, sprzedaży, wydzierżawieniu, zmianie adresu i t. d. w myśl §§ 6, 17 wyżej cytowanego rozporządzenia, w przeciwnym bowiem razie narażają się na karę pieniężną oraz zamknięcie przedsiębiorstwa. <box>60 222 571 282</box>
obituary-text: W pierwszą bolesną rocznicę śmierci najdroższego Syna i Męża naszego ś. p. MICHAŁA GÓRNIAKA, odbędzie się NABOŻEŃSTWO ŻAŁOBNE dnia 11 marca 1943 r., o godzinie 7.30 rano, w kościele Św. Anny, na które zapraszają Krewnych, Przyjaciół i Kolegów <box>1115 66 1362 151</box>
classified-ad <box>843 1345 1096 1392</box>
cross-icon: ✝ <box>1385 534 1397 550</box>
classified-ad <box>588 174 840 235</box>
ad-lead: KUPIĘ <box>843 432 883 445</box>
classified-ad <box>588 1153 840 1185</box>
official-notices-column <box>60 58 571 2175</box>
ad-text: nowy płaszcz męski wiosenny czarny, kupię pończochy jedwabne, czarne lub szare na średnią męską bieliznę. Jacka 4/8 południowe. <box>1107 1624 1370 1666</box>
notice-signature-row <box>60 1070 571 1099</box>
ad-text: gabardynowe (fason angielski), BUTY oficerskie nr 42, sprzedam, Na Bajkach 4, II. p., m. pięć. <box>843 483 1096 525</box>
ad-text: skórzaną trzywłowiecową (wzgl. płaszcz na niskiego). Kurtkę skórzaną damską — sprzedam. Na Bajkach cztery, II, p., m. pięć 12439 <box>588 239 840 282</box>
ad-lead: SPRZEDAM <box>588 1482 660 1496</box>
notice-sign-right: KIEROWNIK <box>496 302 571 315</box>
ad-text: futro selskinowe, luźne i frebce brązowe, Lwowskich Dzieci 36, II. p. m. 5c. od 10—4. <box>1107 521 1370 563</box>
classified-ad <box>1107 733 1370 794</box>
ad-text: ładny modny zegarek złoty na rękę i męski nowoczesny na rękę z czarną tarczą. Zgłoszenia — „Reklama” Sykstuska 21 „Zegarek” <box>843 599 1096 642</box>
ad-text: wózek głęboki w dobrym stanie. Oglądać Wyspiańskiego 40, m. 5 od 5 do 7 wiecz. <box>843 1088 1096 1116</box>
ad-lead: SPRZEDAM <box>1107 1463 1179 1476</box>
classified-ad <box>1107 1463 1370 1495</box>
ad-lead: SPRZEDAM <box>1107 521 1179 534</box>
ad-text: palto męskie, meszty nr 40 ręczyn na gumowych spodach. 43 brązowe na szkole, figi jedwabne dla tęższej, meszty białe atłasowe nr 37, dwa stołki damskich Fragette ¾ I, szafka do nocy, 2 noduszki na łóżko, wojen żabkowy, kapę na stół owalną, pościel na tapczan, obrusy, serwetka biała. Wszystko bardzo porządne, Rzeźbiarska 5, m. 30. I. p. <box>1107 222 1370 336</box>
obituary-text: NABOŻEŃSTWO ŻAŁOBNE za spokój duszy ś. p. JADWIGI 1-o voto CIERGOWICZ, II-o voto PAKOSOWEJ, żony Inspektora Kas Urzędów Skarbowych, odbędzie się dnia 11. marca 1943 o godzinie 8-mej rano w kościele OO Bernardynów przed głównym ołtarzem, na które zaprasza Krewnych i Przyjaciół <box>1385 1204 1625 1303</box>
ad-text: piękną papierośnicę srebrną, nowoczesny zegarek męski na rękę. Pijarów 64 a, m. 8, przystanek ul. Dobrzańskiego. 12279 <box>843 650 1096 693</box>
ad-text: wózek głęboki „Konkon” stan pierwszorzędny, Łyczakowska 58 m. 27 oficyny. <box>843 1212 1096 1240</box>
ad-lead: SPRZEDAM <box>843 1088 916 1101</box>
classified-ad <box>843 182 1096 215</box>
notice-title: OGŁOSZENIE <box>216 334 415 363</box>
cross-icon: ✝ <box>1385 1088 1397 1104</box>
ad-lead: JÓZEFÓW <box>588 291 651 304</box>
ad-lead: CHOMĄTY <box>843 1286 908 1300</box>
